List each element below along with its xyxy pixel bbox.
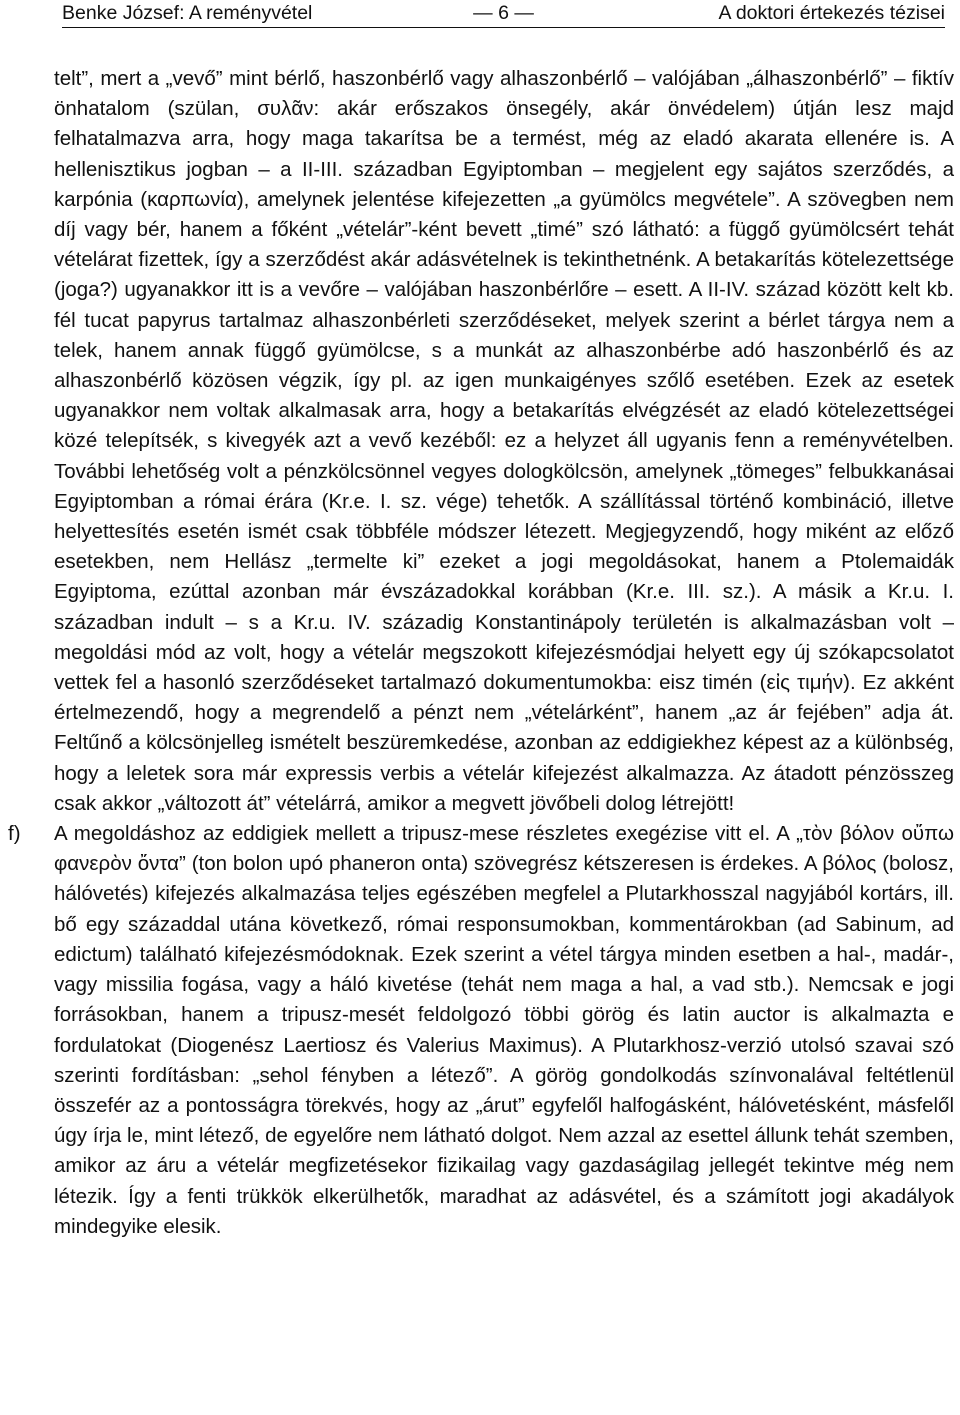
list-item-label: f): [8, 822, 21, 846]
running-header: [62, 0, 945, 30]
header-rule: [62, 27, 945, 28]
main-text: [8, 64, 954, 1242]
header-author-title: Benke József: A reményvétel: [62, 2, 313, 24]
header-page-number: — 6 —: [473, 2, 534, 24]
list-item-text: A megoldáshoz az eddigiek mellett a tripusz-mese részletes exegézise vitt el. A „τὸν βόλον οὔπω φανερὸν ὄντα” (ton bolon upó phaneron onta) szövegrész kétszeresen is érdekes. A βόλος (bolosz, hálóvetés) kifejezés alkalmazása teljes egészében megfelel a Plutarkhosszal nagyjából kortárs, ill. bő egy századdal utána következő, római responsumokban, kommentárokban (ad Sabinum, ad edictum) található kifejezésmódoknak. Ezek szerint a vétel tárgya minden esetben a hal-, madár-, vagy missilia fogása, vagy a háló kivetése (tehát nem maga a hal, a vad stb.). Nemcsak e jogi forrásokban, hanem a tripusz-mesét feldolgozó többi görög és latin auctor is alkalmazta e fordulatokat (Diogenész Laertiosz és Valerius Maximus). A Plutarkhosz-verzió utolsó szavai szó szerinti fordításban: „sehol fényben a létező”. A görög gondolkodás színvonalával feltétlenül összefér az a pontosságra törekvés, hogy az „árut” egyfelől halfogásként, hálóvetésként, másfelől úgy írja le, mint létező, de egyelőre nem látható dolgot. Nem azzal az esettel állunk tehát szemben, amikor az áru a vételár megfizetésekor fizikailag vagy gazdaságilag jellegét tekintve még nem létezik. Így a fenti trükkök elkerülhetők, maradhat az adásvétel, és a számított jogi akadályok mindegyike elesik.: [54, 822, 954, 1238]
body-paragraph: telt”, mert a „vevő” mint bérlő, haszonbérlő vagy alhaszonbérlő – valójában „álhaszonbérlő” – fiktív önhatalom (szülan, συλᾶν: akár erőszakos önsegély, akár önvédelem) útján lesz majd felhatalmazva arra, hogy maga takarítsa be a termést, még az eladó akarata ellenére is. A hellenisztikus jogban – a II-III. században Egyiptomban – megjelent egy sajátos szerződés, a karpónia (καρπωνία), amelynek jelentése kifejezetten „a gyümölcs megvétele”. A szövegben nem díj vagy bér, hanem a főként „vételár”-ként bevett „timé” szó látható: a függő gyümölcsért tehát vételárat fizettek, így a szerződést akár adásvételnek is tekinthetnénk. A betakarítás kötelezettsége (joga?) ugyanakkor itt is a vevőre – valójában haszonbérlőre – esett. A II-IV. század között kelt kb. fél tucat papyrus tartalmaz alhaszonbérleti szerződéseket, melyek szerint a bérlet tárgya nem a telek, hanem annak függő gyümölcse, s a munkát az alhaszonbérbe adó haszonbérlő és az alhaszonbérlő közösen végzik, így pl. az igen munkaigényes szőlő esetében. Ezek az esetek ugyanakkor nem voltak alkalmasak arra, hogy a betakarítás elvégzését az eladó kötelezettségei közé telepítsék, s kivegyék azt a vevő kezéből: ez a helyzet áll ugyanis fenn a reményvételben. További lehetőség volt a pénzkölcsönnel vegyes dologkölcsön, amelynek „tömeges” felbukkanásai Egyiptomban a római érára (Kr.e. I. sz. vége) tehetők. A szállítással történő kombináció, illetve helyettesítés esetén ismét csak többféle módszer létezett. Megjegyzendő, hogy miként az előző esetekben, nem Hellász „termelte ki” ezeket a jogi megoldásokat, hanem a Ptolemaidák Egyiptoma, ezúttal azonban már évszázadokkal korábban (Kr.e. III. sz.). A másik a Kr.u. I. században indult – s a Kr.u. IV. századig Konstantinápoly területén is alkalmazásban volt – megoldási mód az volt, hogy a vételár megszokott kifejezésmódjai helyett egy új szókapcsolatot vettek fel a hasonló szerződéseket tartalmazó dokumentumokba: eisz timén (εἰς τιμήν). Ez akként értelmezendő, hogy a megrendelő a pénzt nem „vételárként”, hanem „az ár fejében” adja át. Feltűnő a kölcsönjelleg ismételt beszüremkedése, azonban az eddigiekhez képest az a különbség, hogy a leletek sora már expressis verbis a vételár kifejezést alkalmazza. Az átadott pénzösszeg csak akkor „változott át” vételárrá, amikor a megvett jövőbeli dolog létrejött!: [54, 67, 954, 815]
list-item-f: [8, 819, 954, 1242]
header-document-title: A doktori értekezés tézisei: [718, 2, 945, 24]
